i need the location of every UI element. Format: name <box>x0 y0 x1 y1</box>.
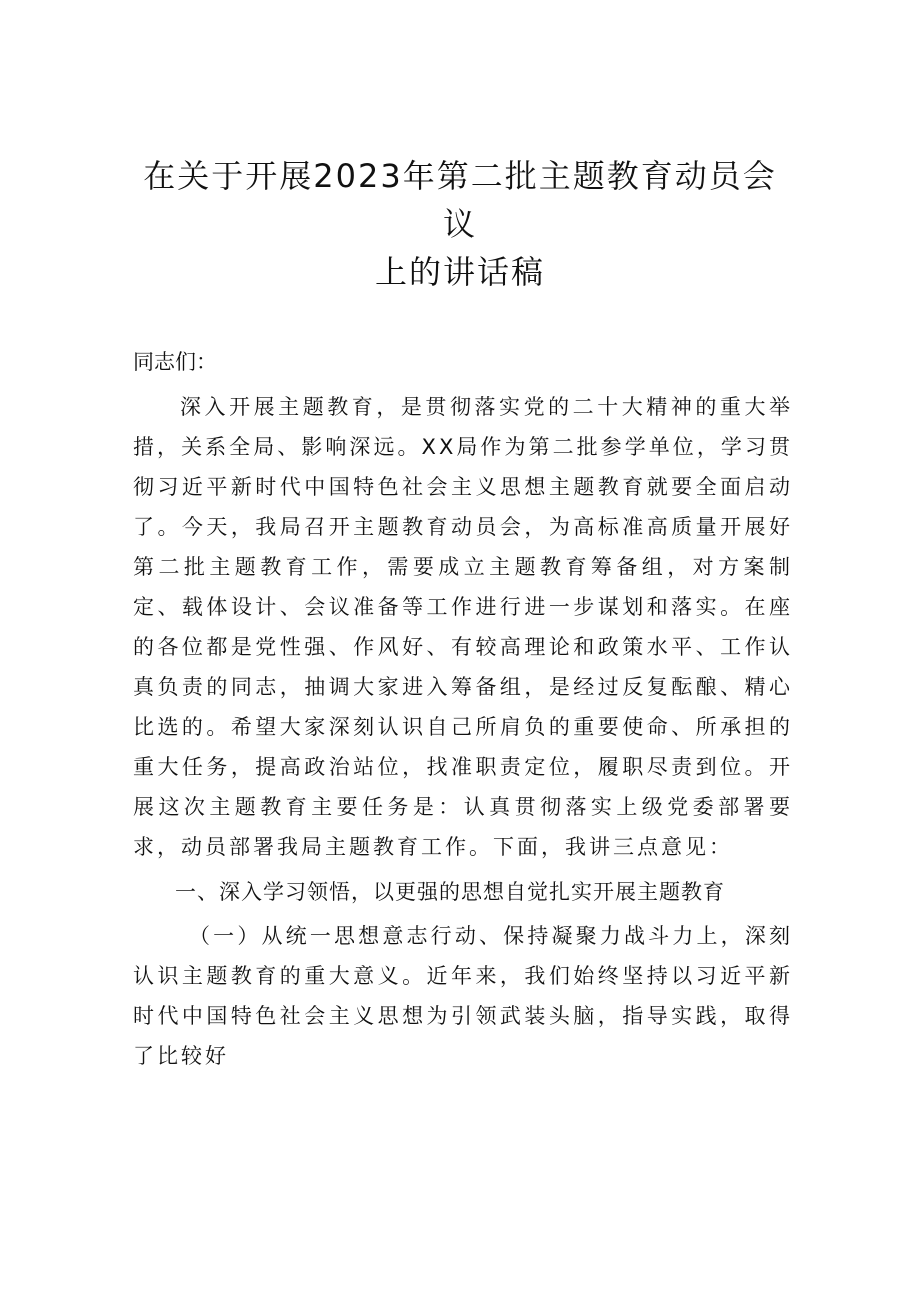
paragraph-intro: 深入开展主题教育，是贯彻落实党的二十大精神的重大举措，关系全局、影响深远。XX局作为第二批参学单位，学习贯彻习近平新时代中国特色社会主义思想主题教育就要全面启动了。今天，我局召开主题教育动员会，为高标准高质量开展好第二批主题教育工作，需要成立主题教育筹备组，对方案制定、载体设计、会议准备等工作进行进一步谋划和落实。在座的各位都是党性强、作风好、有较高理论和政策水平、工作认真负责的同志，抽调大家进入筹备组，是经过反复酝酿、精心比选的。希望大家深刻认识自己所肩负的重要使命、所承担的重大任务，提高政治站位，找准职责定位，履职尽责到位。开展这次主题教育主要任务是：认真贯彻落实上级党委部署要求，动员部署我局主题教育工作。下面，我讲三点意见： <box>133 395 793 859</box>
title-line-2: 议 <box>442 205 477 243</box>
section-heading-1: 一、深入学习领悟，以更强的思想自觉扎实开展主题教育 <box>175 880 725 904</box>
subsection-1-1: （一）从统一思想意志行动、保持凝聚力战斗力上，深刻认识主题教育的重大意义。近年来，我们始终坚持以习近平新时代中国特色社会主义思想为引领武装头脑，指导实践，取得了比较好 <box>133 924 793 1068</box>
title-line-1: 在关于开展2023年第二批主题教育动员会 <box>143 157 777 195</box>
document-title <box>120 152 800 296</box>
salutation: 同志们： <box>133 350 217 374</box>
document-body <box>133 342 793 1076</box>
title-line-3: 上的讲话稿 <box>374 253 545 291</box>
